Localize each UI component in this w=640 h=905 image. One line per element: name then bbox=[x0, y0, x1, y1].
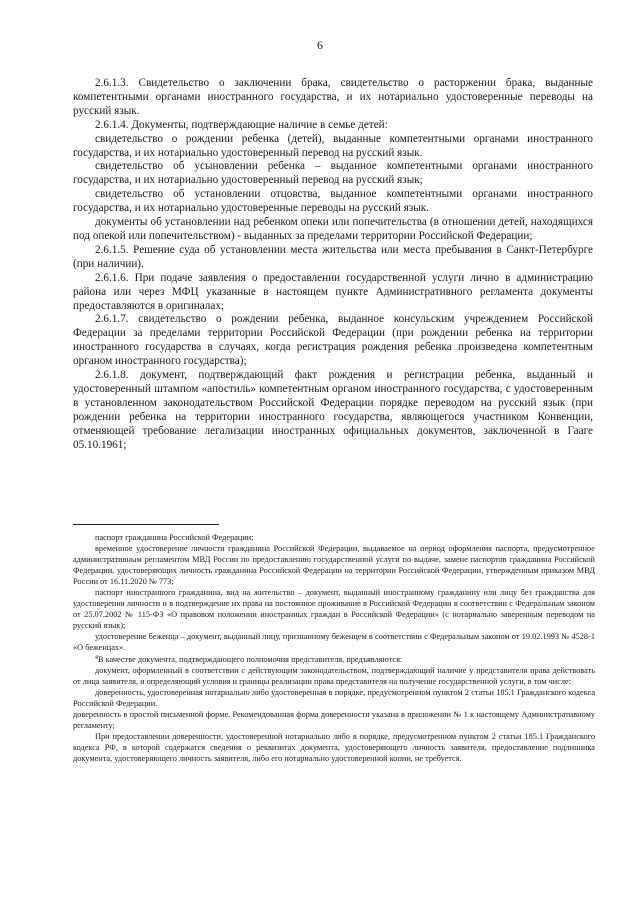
paragraph-2-6-1-8: 2.6.1.8. документ, подтверждающий факт рождения и регистрации ребенка, выданный и удостоверенный штампом «апостиль» компетентным органом иностранного государства, с удостоверенным в установленном законодательством Российской Федерации порядке переводом на русский язык (при рождении ребенка на территории иностранного государства, являющегося участником Конвенции, отменяющей требование легализации иностранных официальных документов, заключенной в Гааге 05.10.1961; bbox=[73, 369, 593, 451]
paragraph-paternity-certificate: свидетельство об установлении отцовства, выданное компетентными органами иностранного государства, и их нотариально удостоверенные переводы на русский язык. bbox=[73, 188, 593, 215]
footnote-item: доверенность, удостоверенная нотариально либо удостоверенная в порядке, предусмотренном пунктом 2 статьи 185.1 Гражданского кодекса Российской Федерации. bbox=[73, 687, 595, 708]
paragraph-2-6-1-7: 2.6.1.7. свидетельство о рождении ребенка, выданное консульским учреждением Российской Федерации за пределами территории Российской Федерации (при рождении ребенка на территории иностранного государства в случаях, когда регистрация рождения ребенка произведена компетентным органом иностранного государства); bbox=[73, 313, 593, 368]
paragraph-guardianship-documents: документы об установлении над ребенком опеки или попечительства (в отношении детей, находящихся под опекой или попечительством) - выданных за пределами территории Российской Федерации; bbox=[73, 216, 593, 242]
main-text bbox=[73, 77, 593, 452]
paragraph-2-6-1-3: 2.6.1.3. Свидетельство о заключении брака, свидетельство о расторжении брака, выданные компетентными органами иностранного государства, и их нотариально удостоверенные переводы на русский язык. bbox=[73, 77, 593, 117]
footnote-item: удостоверение беженца – документ, выданный лицу, признанному беженцем в соответствии с Федеральным законом от 19.02.1993 № 4528-1 «О беженцах». bbox=[73, 632, 595, 653]
footnotes bbox=[73, 532, 595, 764]
footnote-item: паспорт иностранного гражданина, вид на жительство – документ, выданный иностранному гражданину или лицу без гражданства для удостоверения личности и в подтверждение их права на постоянное проживание в Российской Федерации в соответствии с Федеральным законом от 25.07.2002 № 115-ФЗ «О правовом положении иностранных граждан в Российской Федерации» (с нотариально заверенным переводом на русский язык); bbox=[73, 588, 595, 631]
footnote-marker: 4 bbox=[95, 654, 98, 661]
footnote-divider bbox=[73, 524, 219, 525]
paragraph-birth-certificate: свидетельство о рождении ребенка (детей), выданные компетентными органами иностранного государства, и их нотариально удостоверенный перевод на русский язык. bbox=[73, 132, 593, 159]
paragraph-2-6-1-4: 2.6.1.4. Документы, подтверждающие наличие в семье детей: bbox=[95, 118, 388, 131]
footnote-item: временное удостоверение личности гражданина Российской Федерации, выдаваемое на период оформления паспорта, предусмотренное административным регламентом МВД России по предоставлению государственной услуги по выдаче, замене паспортов гражданина Российской Федерации, удостоверяющих личность гражданина Российской Федерации на территории Российской Федерации, утвержденным приказом МВД России от 16.11.2020 № 773; bbox=[73, 544, 595, 587]
footnote-item: При предоставлении доверенности, удостоверенной нотариально либо в порядке, предусмотренном пунктом 2 статьи 185.1 Гражданского кодекса РФ, в которой содержатся сведения о реквизитах документа, удостоверяющего личность заявителя, предоставление подлинника документа, удостоверяющего личность заявителя, либо его нотариально удостоверенной копии, не требуется. bbox=[73, 731, 595, 763]
footnote-item: доверенность в простой письменной форме. Рекомендованная форма доверенности указана в приложении № 1 к настоящему Административному регламенту; bbox=[73, 709, 595, 730]
footnote-item bbox=[73, 654, 595, 665]
page-number: 6 bbox=[317, 38, 323, 52]
paragraph-adoption-certificate: свидетельство об усыновлении ребенка – выданное компетентными органами иностранного государства, и их нотариально удостоверенный перевод на русский язык; bbox=[73, 160, 593, 187]
footnote-text: В качестве документа, подтверждающего полномочия представителя, предъявляются: bbox=[98, 654, 403, 664]
footnote-item: документ, оформленный в соответствии с действующим законодательством, подтверждающий наличие у представителя права действовать от лица заявителя, и определяющий условия и границы реализации права представителя на получение государственной услуги, в том числе: bbox=[73, 665, 595, 686]
footnote-item: паспорт гражданина Российской Федерации; bbox=[95, 533, 254, 542]
paragraph-2-6-1-6: 2.6.1.6. При подаче заявления о предоставлении государственной услуги лично в администрацию района или через МФЦ указанные в настоящем пункте Административного регламента документы предоставляются в оригиналах; bbox=[73, 271, 593, 312]
paragraph-2-6-1-5: 2.6.1.5. Решение суда об установлении места жительства или места пребывания в Санкт-Петербурге (при наличии). bbox=[73, 243, 593, 270]
